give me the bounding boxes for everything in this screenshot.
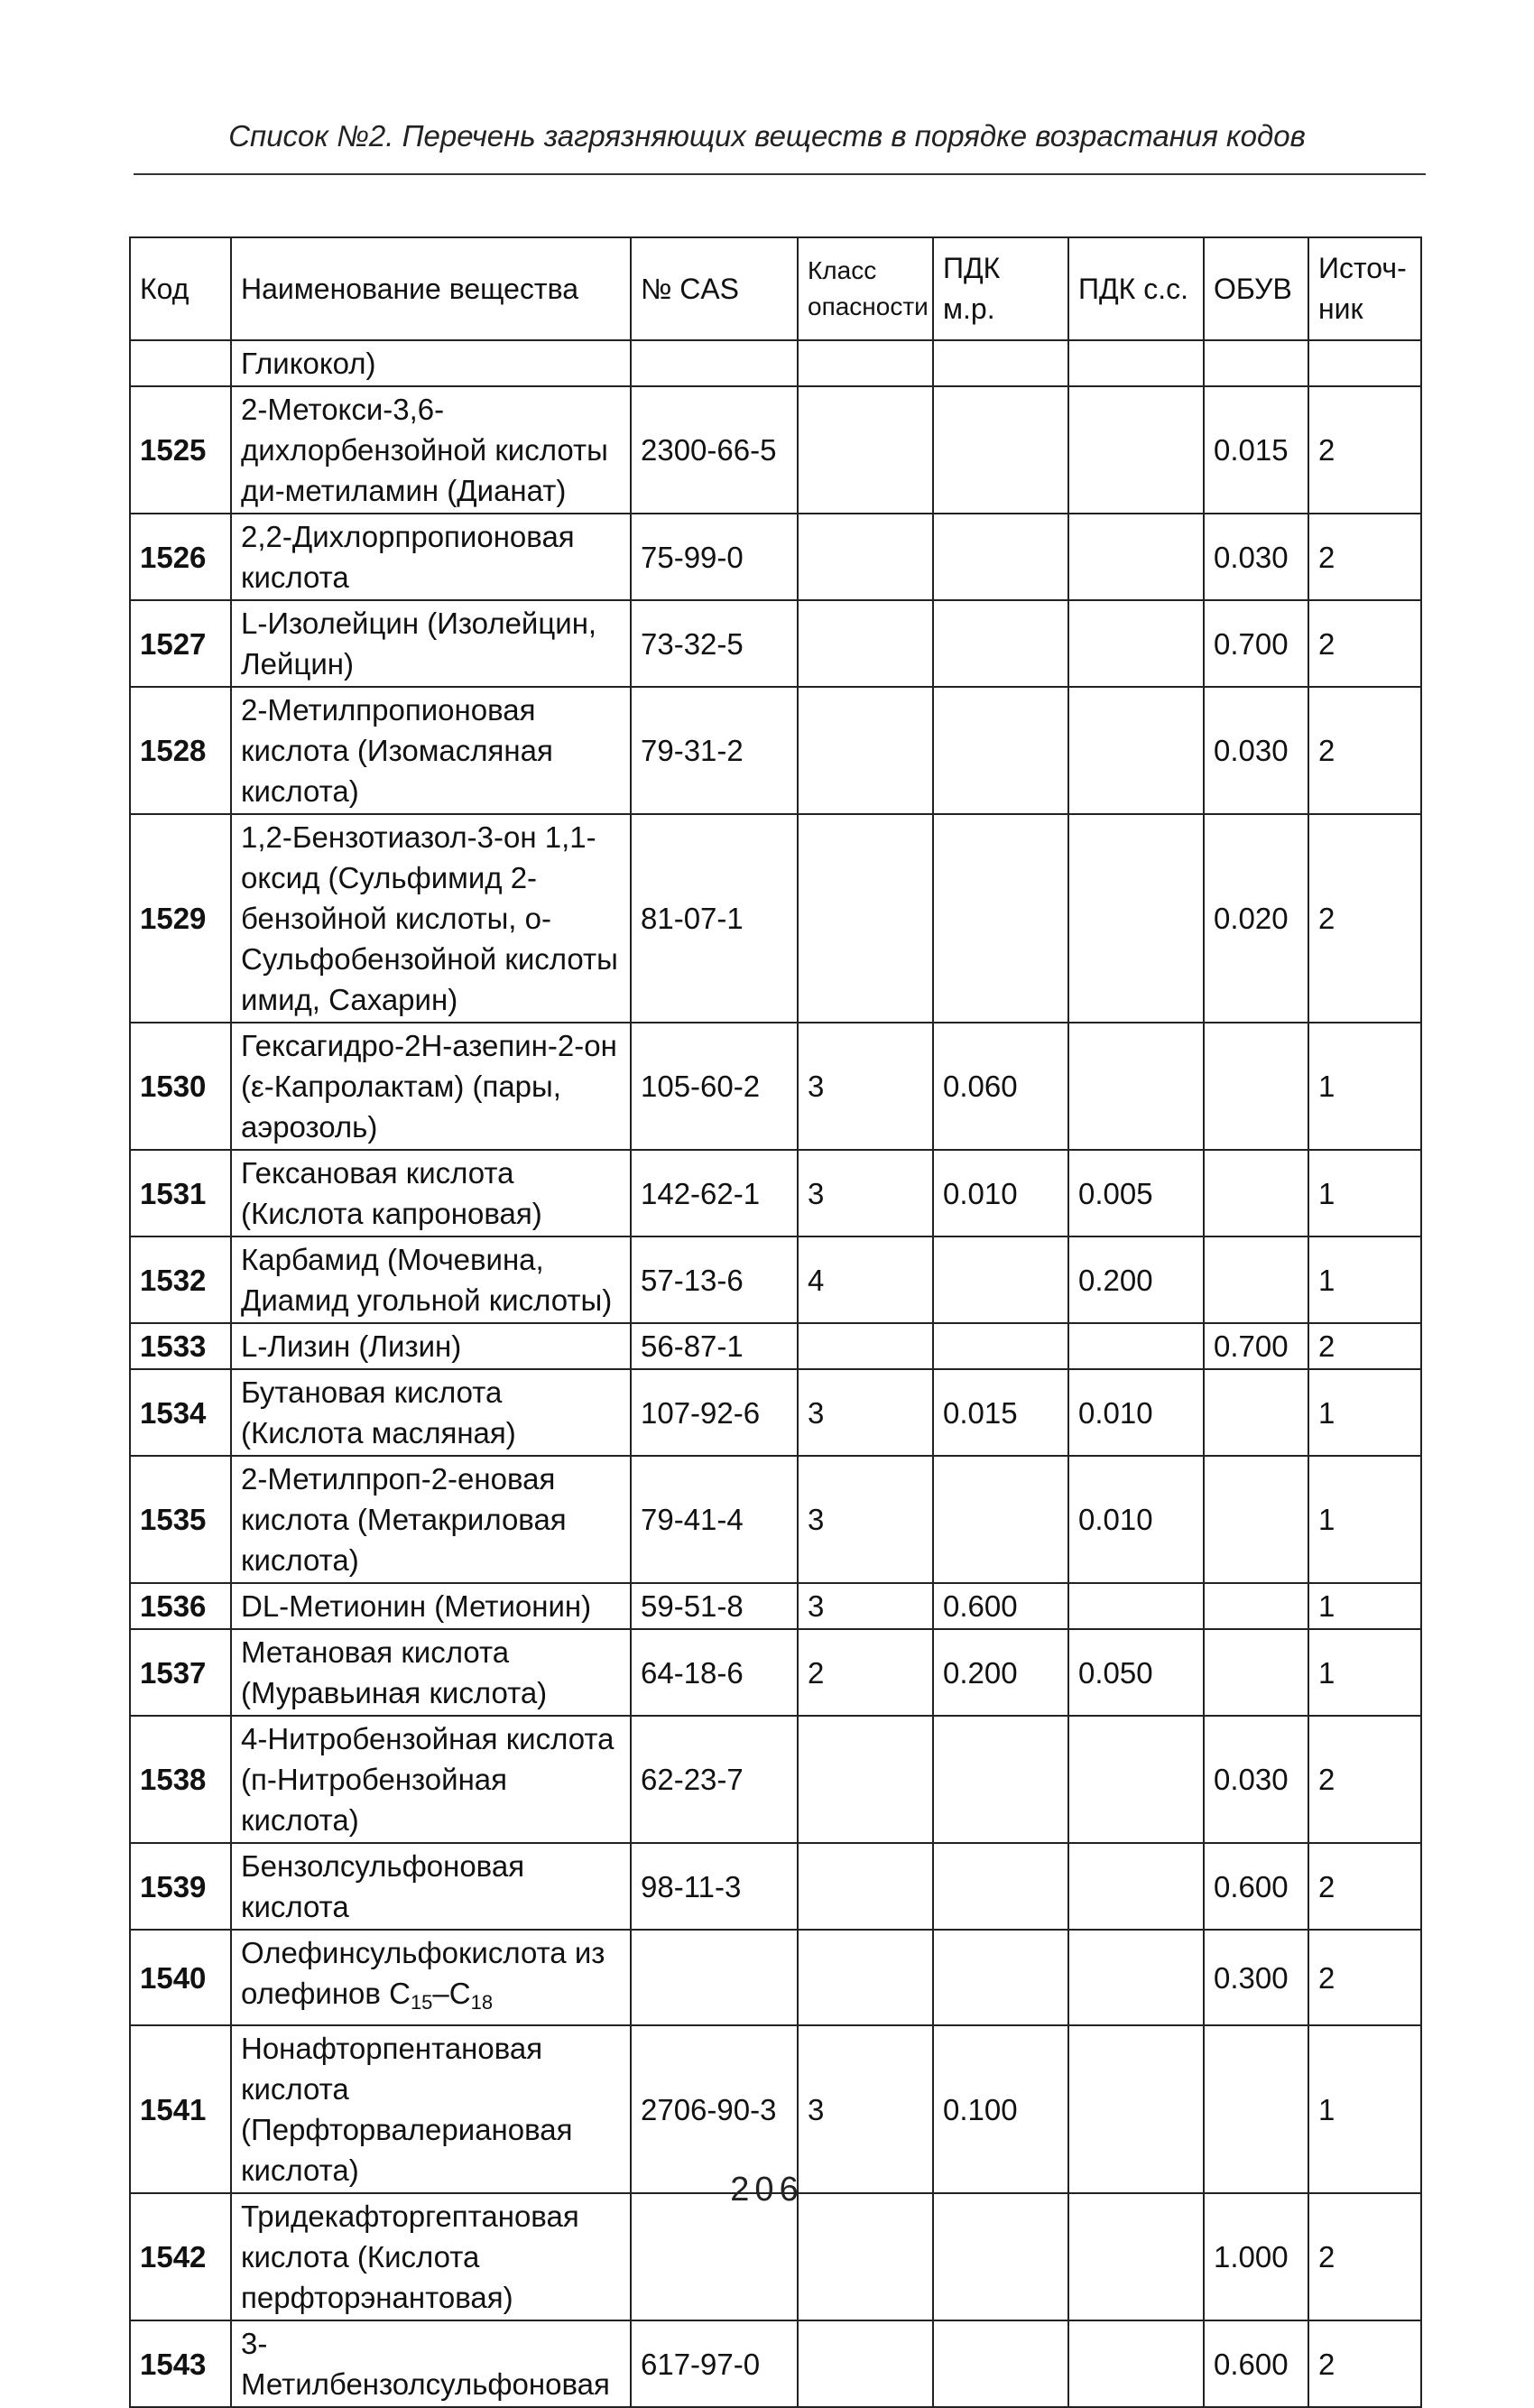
cell-pdk-mr: 0.100 bbox=[933, 2025, 1068, 2193]
cell-pdk-ss bbox=[1068, 687, 1204, 814]
cell-pdk-ss bbox=[1068, 2320, 1204, 2407]
cell-cas bbox=[631, 1930, 798, 2025]
cell-hazard: 3 bbox=[798, 1023, 933, 1150]
cell-name bbox=[231, 1930, 631, 2025]
table-row bbox=[130, 1930, 1421, 2025]
cell-obuv bbox=[1204, 1629, 1308, 1716]
table-row bbox=[130, 1629, 1421, 1716]
running-title: Список №2. Перечень загрязняющих веществ в порядке возрастания кодов bbox=[228, 119, 1306, 153]
hazard-header-line1: Класс bbox=[808, 256, 877, 284]
cell-pdk-mr bbox=[933, 386, 1068, 514]
cell-name: Гексановая кислота (Кислота капроновая) bbox=[231, 1150, 631, 1236]
cell-name: Нонафторпентановая кислота (Перфторвалериановая кислота) bbox=[231, 2025, 631, 2193]
cell-source: 1 bbox=[1308, 1023, 1421, 1150]
cell-hazard bbox=[798, 1930, 933, 2025]
subscript-15: 15 bbox=[410, 1991, 433, 2014]
cell-pdk-mr bbox=[933, 340, 1068, 386]
cell-pdk-mr: 0.060 bbox=[933, 1023, 1068, 1150]
cell-hazard: 3 bbox=[798, 1456, 933, 1583]
cell-code: 1532 bbox=[130, 1236, 231, 1323]
cell-hazard: 3 bbox=[798, 1150, 933, 1236]
cell-code: 1539 bbox=[130, 1843, 231, 1930]
column-header-name: Наименование вещества bbox=[231, 237, 631, 340]
column-header-pdk-mr: ПДК м.р. bbox=[933, 237, 1068, 340]
cell-pdk-mr bbox=[933, 1236, 1068, 1323]
cell-source: 1 bbox=[1308, 1629, 1421, 1716]
cell-hazard bbox=[798, 1716, 933, 1843]
cell-code: 1533 bbox=[130, 1323, 231, 1369]
subscript-18: 18 bbox=[470, 1991, 494, 2014]
cell-source: 1 bbox=[1308, 1369, 1421, 1456]
cell-hazard: 3 bbox=[798, 2025, 933, 2193]
table-row bbox=[130, 1023, 1421, 1150]
hazard-header-line2: опасности bbox=[808, 292, 929, 320]
cell-cas bbox=[631, 340, 798, 386]
table-row bbox=[130, 600, 1421, 687]
cell-pdk-ss: 0.200 bbox=[1068, 1236, 1204, 1323]
cell-source: 2 bbox=[1308, 386, 1421, 514]
table-row bbox=[130, 1583, 1421, 1629]
cell-pdk-ss bbox=[1068, 2025, 1204, 2193]
cell-hazard bbox=[798, 600, 933, 687]
cell-source: 2 bbox=[1308, 514, 1421, 600]
table-row bbox=[130, 1843, 1421, 1930]
cell-hazard bbox=[798, 1323, 933, 1369]
cell-obuv: 0.700 bbox=[1204, 1323, 1308, 1369]
cell-obuv: 0.700 bbox=[1204, 600, 1308, 687]
page-number: 206 bbox=[730, 2171, 804, 2209]
cell-source: 2 bbox=[1308, 2320, 1421, 2407]
cell-cas: 62-23-7 bbox=[631, 1716, 798, 1843]
cell-obuv bbox=[1204, 1369, 1308, 1456]
cell-name: Карбамид (Мочевина, Диамид угольной кислоты) bbox=[231, 1236, 631, 1323]
cell-name-text-mid: –C bbox=[432, 1977, 471, 2010]
cell-pdk-ss bbox=[1068, 386, 1204, 514]
cell-cas bbox=[631, 2193, 798, 2320]
cell-obuv bbox=[1204, 1456, 1308, 1583]
cell-name: L-Лизин (Лизин) bbox=[231, 1323, 631, 1369]
cell-source: 2 bbox=[1308, 600, 1421, 687]
cell-name: 1,2-Бензотиазол-3-он 1,1-оксид (Сульфимид 2-бензойной кислоты, о-Сульфобензойной кислоты имид, Сахарин) bbox=[231, 814, 631, 1023]
cell-pdk-ss bbox=[1068, 1023, 1204, 1150]
cell-hazard bbox=[798, 1843, 933, 1930]
cell-code: 1534 bbox=[130, 1369, 231, 1456]
table-body bbox=[130, 340, 1421, 2407]
cell-source: 1 bbox=[1308, 1456, 1421, 1583]
cell-pdk-mr bbox=[933, 600, 1068, 687]
cell-obuv bbox=[1204, 1583, 1308, 1629]
column-header-pdk-ss: ПДК с.с. bbox=[1068, 237, 1204, 340]
cell-cas: 59-51-8 bbox=[631, 1583, 798, 1629]
cell-obuv bbox=[1204, 2025, 1308, 2193]
cell-code: 1538 bbox=[130, 1716, 231, 1843]
cell-pdk-ss bbox=[1068, 1583, 1204, 1629]
cell-pdk-ss: 0.005 bbox=[1068, 1150, 1204, 1236]
cell-pdk-mr bbox=[933, 1716, 1068, 1843]
cell-code: 1536 bbox=[130, 1583, 231, 1629]
cell-hazard: 2 bbox=[798, 1629, 933, 1716]
cell-cas: 57-13-6 bbox=[631, 1236, 798, 1323]
cell-name: 3-Метилбензолсульфоновая bbox=[231, 2320, 631, 2407]
table-row bbox=[130, 2025, 1421, 2193]
header-rule bbox=[134, 173, 1426, 175]
cell-pdk-mr bbox=[933, 514, 1068, 600]
cell-pdk-mr bbox=[933, 814, 1068, 1023]
cell-pdk-ss bbox=[1068, 1843, 1204, 1930]
cell-cas: 2300-66-5 bbox=[631, 386, 798, 514]
cell-code: 1525 bbox=[130, 386, 231, 514]
cell-hazard bbox=[798, 687, 933, 814]
cell-source: 2 bbox=[1308, 1323, 1421, 1369]
cell-name: 2-Метокси-3,6-дихлорбензойной кислоты ди-метиламин (Дианат) bbox=[231, 386, 631, 514]
cell-obuv bbox=[1204, 1023, 1308, 1150]
cell-name: Метановая кислота (Муравьиная кислота) bbox=[231, 1629, 631, 1716]
cell-pdk-mr bbox=[933, 2320, 1068, 2407]
cell-code: 1531 bbox=[130, 1150, 231, 1236]
cell-hazard bbox=[798, 386, 933, 514]
cell-cas: 98-11-3 bbox=[631, 1843, 798, 1930]
cell-hazard: 3 bbox=[798, 1583, 933, 1629]
table-row bbox=[130, 1150, 1421, 1236]
cell-cas: 81-07-1 bbox=[631, 814, 798, 1023]
column-header-hazard-class bbox=[798, 237, 933, 340]
table-row bbox=[130, 814, 1421, 1023]
cell-pdk-ss: 0.010 bbox=[1068, 1369, 1204, 1456]
cell-hazard bbox=[798, 814, 933, 1023]
table-row bbox=[130, 687, 1421, 814]
cell-code: 1529 bbox=[130, 814, 231, 1023]
cell-obuv: 0.015 bbox=[1204, 386, 1308, 514]
cell-code: 1526 bbox=[130, 514, 231, 600]
cell-name: 2-Метилпропионовая кислота (Изомасляная кислота) bbox=[231, 687, 631, 814]
cell-hazard: 3 bbox=[798, 1369, 933, 1456]
cell-hazard bbox=[798, 514, 933, 600]
cell-name: Гликокол) bbox=[231, 340, 631, 386]
cell-obuv: 0.020 bbox=[1204, 814, 1308, 1023]
cell-name: Тридекафторгептановая кислота (Кислота перфторэнантовая) bbox=[231, 2193, 631, 2320]
cell-obuv: 0.030 bbox=[1204, 514, 1308, 600]
cell-name-text: Олефинсульфокислота из олефинов C bbox=[241, 1936, 605, 2010]
cell-pdk-mr: 0.600 bbox=[933, 1583, 1068, 1629]
cell-name: 2,2-Дихлорпропионовая кислота bbox=[231, 514, 631, 600]
cell-pdk-ss: 0.050 bbox=[1068, 1629, 1204, 1716]
cell-pdk-ss bbox=[1068, 814, 1204, 1023]
cell-obuv: 0.300 bbox=[1204, 1930, 1308, 2025]
cell-obuv bbox=[1204, 1236, 1308, 1323]
column-header-source bbox=[1308, 237, 1421, 340]
cell-pdk-mr bbox=[933, 1930, 1068, 2025]
table-row bbox=[130, 1369, 1421, 1456]
table-row-continuation bbox=[130, 340, 1421, 386]
cell-pdk-ss bbox=[1068, 600, 1204, 687]
cell-name: Бутановая кислота (Кислота масляная) bbox=[231, 1369, 631, 1456]
cell-source: 1 bbox=[1308, 2025, 1421, 2193]
column-header-code: Код bbox=[130, 237, 231, 340]
cell-cas: 142-62-1 bbox=[631, 1150, 798, 1236]
cell-code: 1540 bbox=[130, 1930, 231, 2025]
cell-pdk-ss bbox=[1068, 1716, 1204, 1843]
cell-code: 1537 bbox=[130, 1629, 231, 1716]
cell-code: 1542 bbox=[130, 2193, 231, 2320]
cell-code: 1541 bbox=[130, 2025, 231, 2193]
cell-cas: 73-32-5 bbox=[631, 600, 798, 687]
cell-pdk-mr: 0.015 bbox=[933, 1369, 1068, 1456]
cell-name: 4-Нитробензойная кислота (п-Нитробензойная кислота) bbox=[231, 1716, 631, 1843]
cell-cas: 79-41-4 bbox=[631, 1456, 798, 1583]
table-row bbox=[130, 1236, 1421, 1323]
cell-pdk-mr bbox=[933, 1843, 1068, 1930]
cell-cas: 79-31-2 bbox=[631, 687, 798, 814]
substances-table bbox=[129, 236, 1422, 2408]
cell-code: 1543 bbox=[130, 2320, 231, 2407]
cell-code bbox=[130, 340, 231, 386]
cell-hazard bbox=[798, 2193, 933, 2320]
cell-pdk-mr: 0.200 bbox=[933, 1629, 1068, 1716]
cell-obuv: 0.030 bbox=[1204, 1716, 1308, 1843]
column-header-cas: № CAS bbox=[631, 237, 798, 340]
source-header-line1: Источ- bbox=[1318, 252, 1407, 284]
cell-hazard: 4 bbox=[798, 1236, 933, 1323]
cell-source: 2 bbox=[1308, 814, 1421, 1023]
cell-cas: 2706-90-3 bbox=[631, 2025, 798, 2193]
cell-source: 2 bbox=[1308, 2193, 1421, 2320]
cell-code: 1535 bbox=[130, 1456, 231, 1583]
header-row bbox=[130, 237, 1421, 340]
cell-hazard bbox=[798, 340, 933, 386]
cell-obuv: 0.600 bbox=[1204, 2320, 1308, 2407]
cell-obuv bbox=[1204, 340, 1308, 386]
cell-source: 1 bbox=[1308, 1236, 1421, 1323]
cell-name: L-Изолейцин (Изолейцин, Лейцин) bbox=[231, 600, 631, 687]
cell-pdk-ss bbox=[1068, 2193, 1204, 2320]
cell-pdk-ss: 0.010 bbox=[1068, 1456, 1204, 1583]
cell-obuv bbox=[1204, 1150, 1308, 1236]
cell-pdk-ss bbox=[1068, 340, 1204, 386]
table-row bbox=[130, 2193, 1421, 2320]
cell-pdk-mr bbox=[933, 1456, 1068, 1583]
cell-source bbox=[1308, 340, 1421, 386]
cell-source: 2 bbox=[1308, 1930, 1421, 2025]
cell-code: 1530 bbox=[130, 1023, 231, 1150]
cell-name: DL-Метионин (Метионин) bbox=[231, 1583, 631, 1629]
cell-code: 1528 bbox=[130, 687, 231, 814]
cell-pdk-mr bbox=[933, 1323, 1068, 1369]
source-header-line2: ник bbox=[1318, 292, 1363, 325]
cell-name: Бензолсульфоновая кислота bbox=[231, 1843, 631, 1930]
column-header-obuv: ОБУВ bbox=[1204, 237, 1308, 340]
cell-cas: 64-18-6 bbox=[631, 1629, 798, 1716]
cell-code: 1527 bbox=[130, 600, 231, 687]
table-row bbox=[130, 1456, 1421, 1583]
table-row bbox=[130, 386, 1421, 514]
cell-pdk-ss bbox=[1068, 1323, 1204, 1369]
table-row bbox=[130, 1323, 1421, 1369]
cell-obuv: 1.000 bbox=[1204, 2193, 1308, 2320]
cell-pdk-ss bbox=[1068, 514, 1204, 600]
cell-cas: 56-87-1 bbox=[631, 1323, 798, 1369]
cell-cas: 107-92-6 bbox=[631, 1369, 798, 1456]
table-row bbox=[130, 514, 1421, 600]
cell-pdk-mr: 0.010 bbox=[933, 1150, 1068, 1236]
table-row bbox=[130, 2320, 1421, 2407]
cell-obuv: 0.600 bbox=[1204, 1843, 1308, 1930]
cell-source: 1 bbox=[1308, 1583, 1421, 1629]
cell-source: 2 bbox=[1308, 1843, 1421, 1930]
cell-cas: 617-97-0 bbox=[631, 2320, 798, 2407]
cell-source: 1 bbox=[1308, 1150, 1421, 1236]
cell-cas: 75-99-0 bbox=[631, 514, 798, 600]
table-row bbox=[130, 1716, 1421, 1843]
cell-name: Гексагидро-2Н-азепин-2-он (ε-Капролактам) (пары, аэрозоль) bbox=[231, 1023, 631, 1150]
table-header bbox=[130, 237, 1421, 340]
cell-pdk-mr bbox=[933, 687, 1068, 814]
cell-obuv: 0.030 bbox=[1204, 687, 1308, 814]
cell-source: 2 bbox=[1308, 687, 1421, 814]
cell-source: 2 bbox=[1308, 1716, 1421, 1843]
cell-pdk-ss bbox=[1068, 1930, 1204, 2025]
cell-hazard bbox=[798, 2320, 933, 2407]
cell-pdk-mr bbox=[933, 2193, 1068, 2320]
cell-cas: 105-60-2 bbox=[631, 1023, 798, 1150]
cell-name: 2-Метилпроп-2-еновая кислота (Метакриловая кислота) bbox=[231, 1456, 631, 1583]
